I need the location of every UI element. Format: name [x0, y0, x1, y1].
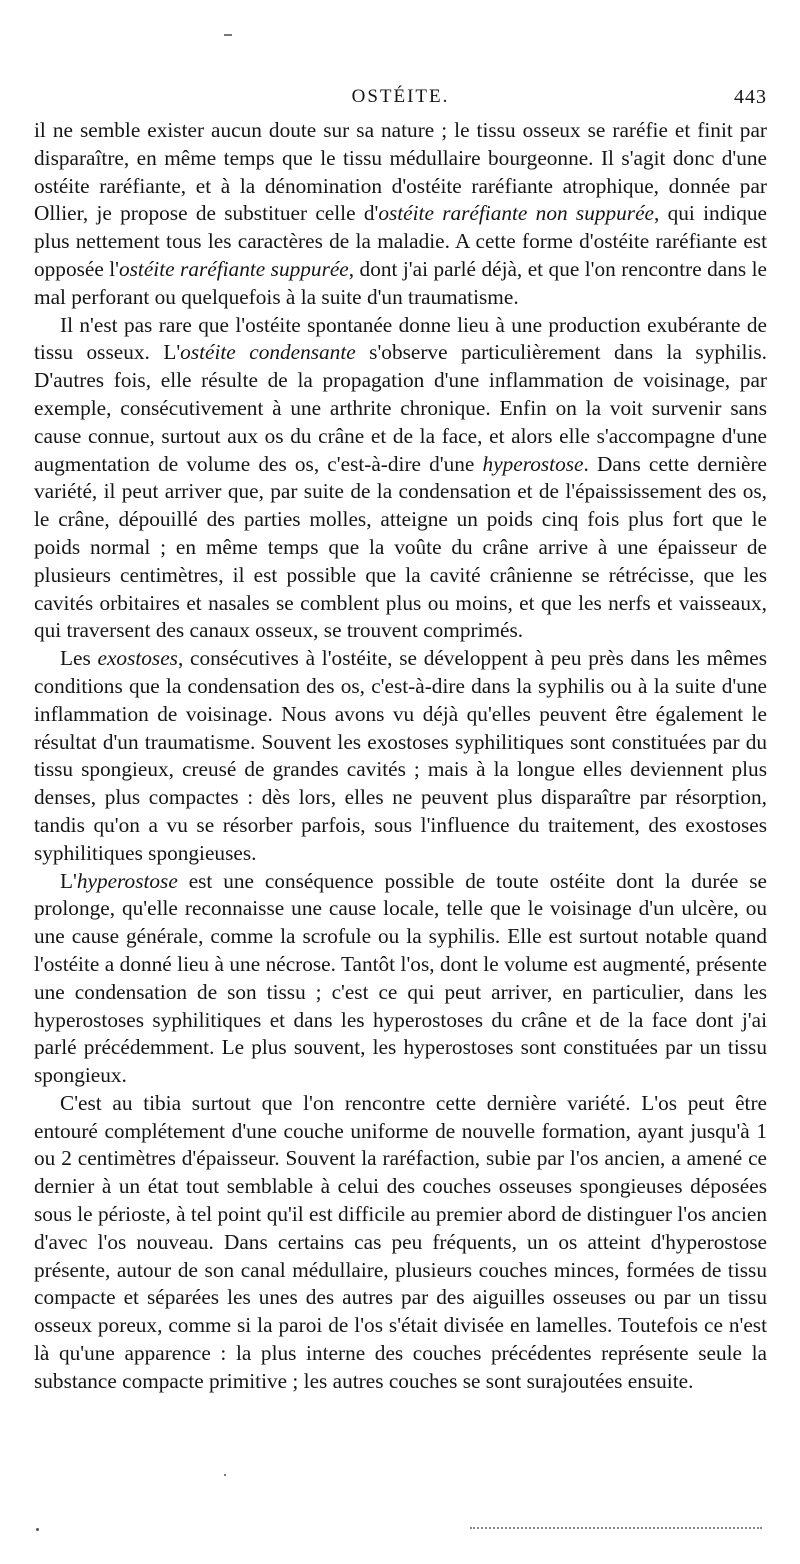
running-header	[34, 84, 767, 116]
italic-term: ostéite condensante	[180, 340, 356, 365]
print-speck	[36, 1528, 39, 1531]
text-run: Les	[60, 646, 98, 671]
text-run: , dont j'ai parlé déjà, et que l'on rencontre dans le mal perforant ou quelquefois à la suite d'un traumatisme.	[34, 256, 767, 309]
text-run: , qui indique plus nettement tous les caractères de la maladie. A cette forme d'ostéite raréfiante est opposée l'	[34, 201, 768, 281]
print-speck	[224, 1474, 226, 1476]
print-bleed-rule	[470, 1527, 762, 1529]
paragraph	[34, 117, 767, 312]
text-run: L'	[60, 868, 77, 893]
text-run: . Dans cette dernière variété, il peut arriver que, par suite de la condensation et de l'épaississement des os, le crâne, dépouillé des parties molles, atteigne un poids cinq fois plus fort que le poids normal ; en même temps que la voûte du crâne arrive à une épaisseur de plusieurs centimètres, il est possible que la cavité crânienne se rétrécisse, que les cavités orbitaires et nasales se comblent plus ou moins, et que les nerfs et vaisseaux, qui traversent des canaux osseux, se trouvent comprimés.	[34, 451, 767, 643]
text-run: C'est au tibia surtout que l'on rencontre cette dernière variété. L'os peut être entouré complétement d'une couche uniforme de nouvelle formation, ayant jusqu'à 1 ou 2 centimètres d'épaisseur. Souvent la raréfaction, subie par l'os ancien, a amené ce dernier à un état tout semblable à celui des couches osseuses spongieuses déposées sous le périoste, à tel point qu'il est difficile au premier abord de distinguer l'os ancien d'avec l'os nouveau. Dans certains cas peu fréquents, un os atteint d'hyperostose présente, autour de son canal médullaire, plusieurs couches minces, formées de tissu compacte et séparées les unes des autres par des aiguilles osseuses ou par un tissu osseux poreux, comme si la paroi de l'os s'était divisée en lamelles. Toutefois ce n'est là qu'une apparence : la plus interne des couches précédentes représente seule la substance compacte primitive ; les autres couches se sont surajoutées ensuite.	[34, 1090, 767, 1393]
italic-term: hyperostose	[76, 868, 178, 893]
paragraph	[34, 645, 767, 867]
italic-term: ostéite raréfiante non suppurée	[378, 201, 654, 226]
body-text	[34, 117, 767, 1396]
text-run: est une conséquence possible de toute ostéite dont la durée se prolonge, qu'elle reconnaisse une cause locale, telle que le voisinage d'un ulcère, ou une cause générale, comme la scrofule ou la syphilis. Elle est surtout notable quand l'ostéite a donné lieu à une nécrose. Tantôt l'os, dont le volume est augmenté, présente une condensation de son tissu ; c'est ce qui peut arriver, en particulier, dans les hyperostoses syphilitiques et dans les hyperostoses du crâne et de la face dont j'ai parlé précédemment. Le plus souvent, les hyperostoses sont constituées par un tissu spongieux.	[34, 868, 767, 1088]
paragraph	[34, 868, 767, 1090]
page-number: 443	[734, 86, 767, 108]
text-run: il ne semble exister aucun doute sur sa nature ; le tissu osseux se raréfie et finit par disparaître, en même temps que le tissu médullaire bourgeonne. Il s'agit donc d'une ostéite raréfiante, et à la dénomination d'ostéite raréfiante atrophique, donnée par Ollier, je propose de substituer celle d'	[34, 118, 767, 226]
italic-term: hyperostose	[482, 451, 584, 476]
italic-term: ostéite raréfiante suppurée	[119, 256, 349, 281]
paragraph	[34, 1090, 767, 1396]
running-title: OSTÉITE.	[351, 86, 450, 107]
italic-term: exostoses	[97, 646, 178, 671]
text-run: , consécutives à l'ostéite, se développent à peu près dans les mêmes conditions que la condensation des os, c'est-à-dire dans la syphilis ou à la suite d'une inflammation de voisinage. Nous avons vu déjà qu'elles peuvent être également le résultat d'un traumatisme. Souvent les exostoses syphilitiques sont constituées par du tissu spongieux, creusé de grandes cavités ; mais à la longue elles deviennent plus denses, plus compactes : dès lors, elles ne peuvent plus disparaître par résorption, tandis qu'on a vu se résorber parfois, sous l'influence du traitement, des exostoses syphilitiques spongieuses.	[34, 646, 768, 865]
paragraph	[34, 312, 767, 646]
text-run: Il n'est pas rare que l'ostéite spontanée donne lieu à une production exubérante de tissu osseux. L'	[34, 312, 767, 365]
text-run: s'observe particulièrement dans la syphilis. D'autres fois, elle résulte de la propagation d'une inflammation de voisinage, par exemple, consécutivement à une arthrite chronique. Enfin on la voit survenir sans cause connue, surtout aux os du crâne et de la face, et alors elle s'accompagne d'une augmentation de volume des os, c'est-à-dire d'une	[34, 340, 767, 476]
print-mark	[224, 34, 232, 36]
